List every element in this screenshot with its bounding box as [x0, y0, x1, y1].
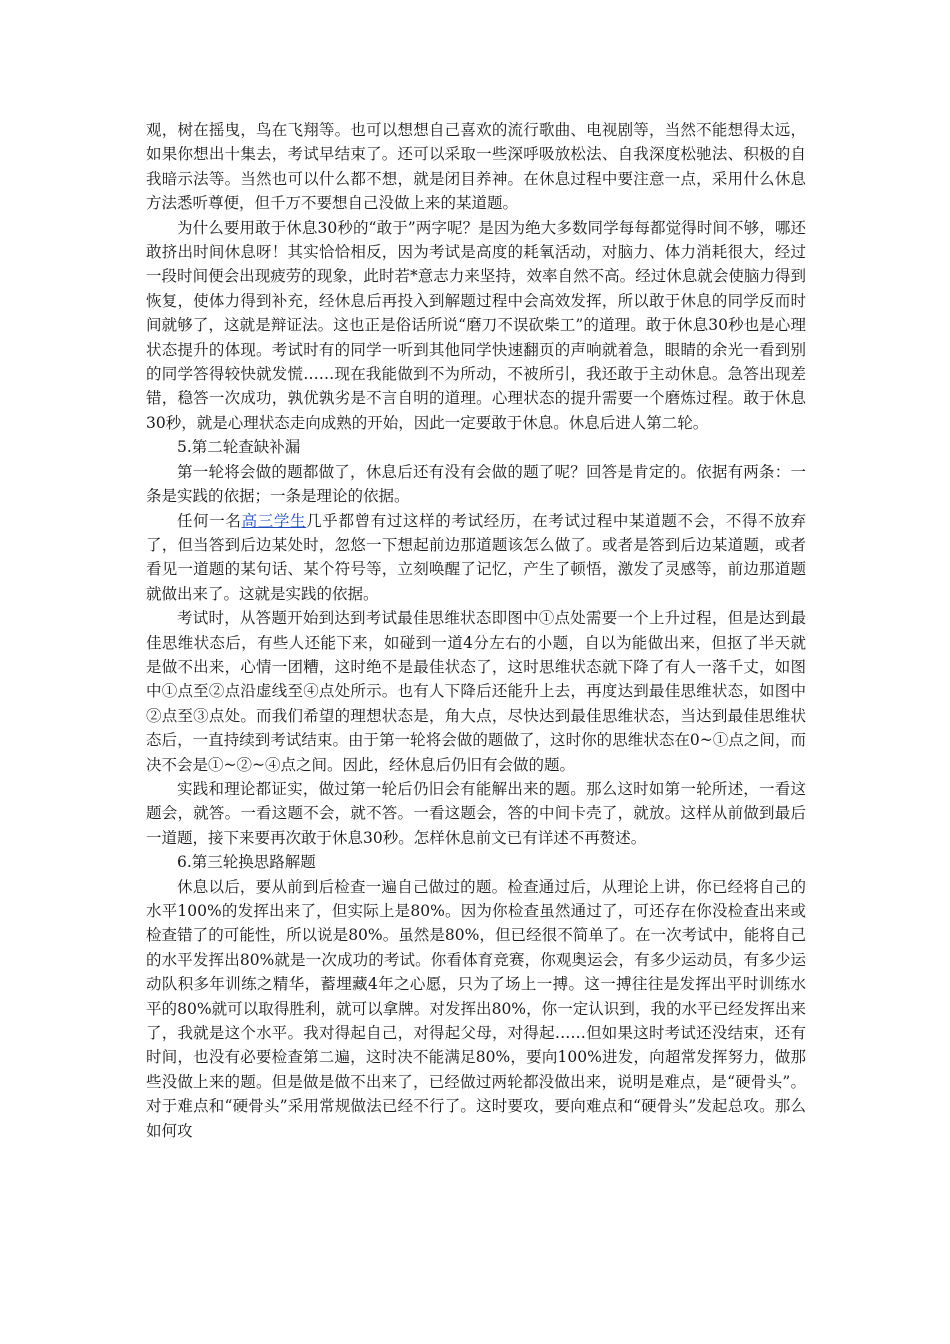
- paragraph-with-link: [146, 509, 806, 607]
- paragraph: 休息以后，要从前到后检查一遍自己做过的题。检查通过后，从理论上讲，你已经将自己的水平100%的发挥出来了，但实际上是80%。因为你检查虽然通过了，可还存在你没检查出来或检查错了的可能性，所以说是80%。虽然是80%，但已经很不简单了。在一次考试中，能将自己的水平发挥出80%就是一次成功的考试。你看体育竞赛，你观奥运会，有多少运动员，有多少运动队积多年训练之精华，蓄埋藏4年之心愿，只为了场上一搏。这一搏往往是发挥出平时训练水平的80%就可以取得胜利，就可以拿牌。对发挥出80%，你一定认识到，我的水平已经发挥出来了，我就是这个水平。我对得起自己，对得起父母，对得起……但如果这时考试还没结束，还有时间，也没有必要检查第二遍，这时决不能满足80%，要向100%进发，向超常发挥努力，做那些没做上来的题。但是做是做不出来了，已经做过两轮都没做出来，说明是难点，是“硬骨头”。对于难点和“硬骨头”采用常规做法已经不行了。这时要攻，要向难点和“硬骨头”发起总攻。那么如何攻: [146, 877, 806, 1140]
- paragraph: 实践和理论都证实，做过第一轮后仍旧会有能解出来的题。那么这时如第一轮所述，一看这题会，就答。一看这题不会，就不答。一看这题会，答的中间卡壳了，就放。这样从前做到最后一道题，接下来要再次敢于休息30秒。怎样休息前文已有详述不再赘述。: [146, 779, 806, 847]
- document-body: [146, 118, 806, 1143]
- paragraph: 观，树在摇曳，鸟在飞翔等。也可以想想自己喜欢的流行歌曲、电视剧等，当然不能想得太远，如果你想出十集去，考试早结束了。还可以采取一些深呼吸放松法、自我深度松驰法、积极的自我暗示法等。当然也可以什么都不想，就是闭目养神。在休息过程中要注意一点，采用什么休息方法悉听尊便，但千万不要想自己没做上来的某道题。: [146, 121, 806, 213]
- paragraph: 考试时，从答题开始到达到考试最佳思维状态即图中①点处需要一个上升过程，但是达到最佳思维状态后，有些人还能下来，如碰到一道4分左右的小题，自以为能做出来，但抠了半天就是做不出来，心情一团糟，这时绝不是最佳状态了，这时思维状态就下降了有人一落千丈，如图中①点至②点沿虚线至④点处所示。也有人下降后还能升上去，再度达到最佳思维状态，如图中②点至③点处。而我们希望的理想状态是，角大点，尽快达到最佳思维状态，当达到最佳思维状态后，一直持续到考试结束。由于第一轮将会做的题做了，这时你的思维状态在0~①点之间，而决不会是①~②~④点之间。因此，经休息后仍旧有会做的题。: [146, 609, 806, 774]
- paragraph: 为什么要用敢于休息30秒的“敢于”两字呢？是因为绝大多数同学每每都觉得时间不够，哪还敢挤出时间休息呀！其实恰恰相反，因为考试是高度的耗氧活动，对脑力、体力消耗很大，经过一段时间便会出现疲劳的现象，此时若*意志力来坚持，效率自然不高。经过休息就会使脑力得到恢复，使体力得到补充，经休息后再投入到解题过程中会高效发挥，所以敢于休息的同学反而时间就够了，这就是辩证法。这也正是俗话所说“磨刀不误砍柴工”的道理。敢于休息30秒也是心理状态提升的体现。考试时有的同学一听到其他同学快速翻页的声响就着急，眼睛的余光一看到别的同学答得较快就发慌……现在我能做到不为所动，不被所引，我还敢于主动休息。急答出现差错，稳答一次成功，孰优孰劣是不言自明的道理。心理状态的提升需要一个磨炼过程。敢于休息30秒，就是心理状态走向成熟的开始，因此一定要敢于休息。休息后进人第二轮。: [146, 218, 806, 432]
- paragraph-text: 几乎都曾有过这样的考试经历，在考试过程中某道题不会，不得不放弃了，但当答到后边某处时，忽悠一下想起前边那道题该怎么做了。或者是答到后边某道题，或者看见一道题的某句话、某个符号等，立刻唤醒了记忆，产生了顿悟，激发了灵感等，前边那道题就做出来了。这就是实践的依据。: [146, 511, 806, 603]
- paragraph-text: 任何一名: [177, 511, 242, 530]
- paragraph: 第一轮将会做的题都做了，休息后还有没有会做的题了呢？回答是肯定的。依据有两条：一条是实践的依据；一条是理论的依据。: [146, 462, 806, 506]
- section-heading-5: 5.第二轮查缺补漏: [177, 438, 301, 457]
- section-heading-6: 6.第三轮换思路解题: [177, 853, 316, 872]
- link-senior-student[interactable]: 高三学生: [241, 511, 307, 530]
